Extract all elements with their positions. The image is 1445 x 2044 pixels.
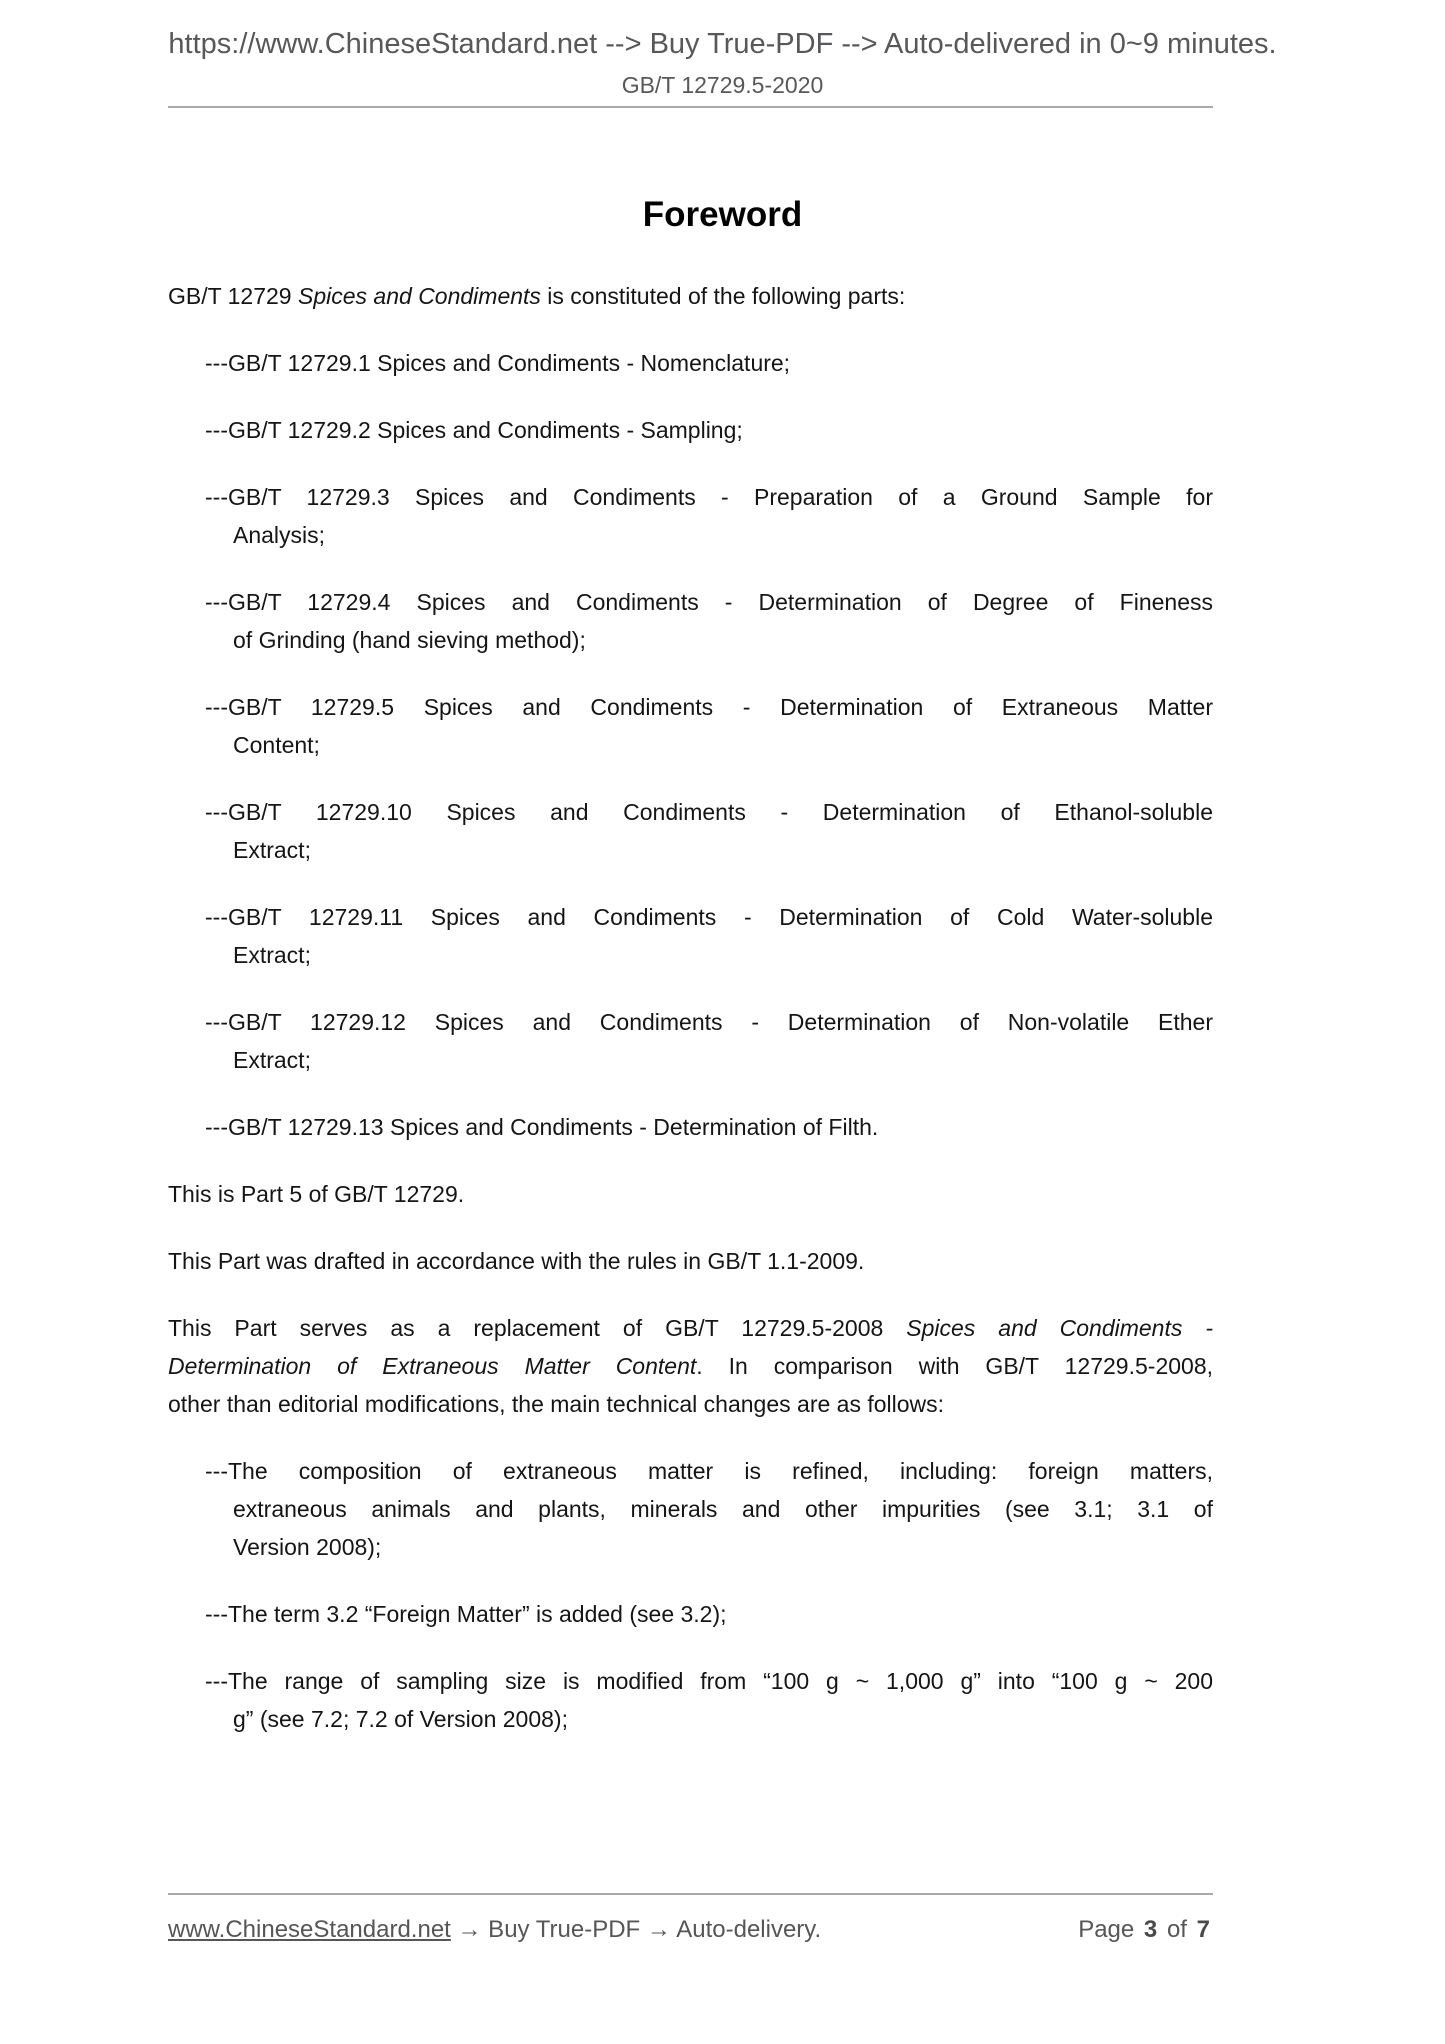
page-label: Page (1078, 1916, 1135, 1943)
text-line: Determination of Extraneous Matter Content. In comparison with GB/T 12729.5-2008, (168, 1353, 1213, 1379)
list-item (168, 1108, 1213, 1146)
list-item (168, 1452, 1213, 1566)
page-current: 3 (1143, 1916, 1158, 1943)
document-body (168, 277, 1213, 1767)
text-line: ---GB/T 12729.11 Spices and Condiments - Determination of Cold Water-soluble (205, 904, 1213, 930)
paragraph (168, 1175, 1213, 1213)
page-total: 7 (1196, 1916, 1210, 1943)
list-item (168, 1662, 1213, 1738)
text-line: Content; (233, 732, 320, 758)
text-line: This Part was drafted in accordance with the rules in GB/T 1.1-2009. (168, 1248, 865, 1274)
list-item (168, 344, 1213, 382)
text-line: ---GB/T 12729.1 Spices and Condiments - Nomenclature; (205, 350, 791, 376)
list-item (168, 688, 1213, 764)
text-line: ---GB/T 12729.10 Spices and Condiments - Determination of Ethanol-soluble (205, 799, 1213, 825)
list-item (168, 793, 1213, 869)
list-item (168, 478, 1213, 554)
footer-divider (168, 1893, 1213, 1895)
page-number (168, 1916, 1213, 1944)
list-item (168, 583, 1213, 659)
text-line: ---GB/T 12729.2 Spices and Condiments - Sampling; (205, 417, 743, 443)
paragraph (168, 1309, 1213, 1423)
text-line: ---The range of sampling size is modified from “100 g ~ 1,000 g” into “100 g ~ 200 (205, 1668, 1213, 1694)
list-item (168, 1595, 1213, 1633)
text-line: Extract; (233, 1047, 311, 1073)
header-doc-number: GB/T 12729.5-2020 (621, 72, 824, 98)
list-item (168, 1003, 1213, 1079)
paragraph (168, 277, 1213, 315)
header-note: https://www.ChineseStandard.net --> Buy True-PDF --> Auto-delivered in 0~9 minutes. (168, 28, 1277, 60)
page-title: Foreword (642, 195, 803, 234)
text-line: ---GB/T 12729.13 Spices and Condiments - Determination of Filth. (205, 1114, 879, 1140)
text-line: Extract; (233, 837, 311, 863)
paragraph (168, 1242, 1213, 1280)
header-divider (168, 106, 1213, 108)
text-line: g” (see 7.2; 7.2 of Version 2008); (233, 1706, 568, 1732)
text-line: ---GB/T 12729.4 Spices and Condiments - Determination of Degree of Fineness (205, 589, 1213, 615)
text-line: ---The term 3.2 “Foreign Matter” is added (see 3.2); (205, 1601, 727, 1627)
list-item (168, 898, 1213, 974)
text-line: of Grinding (hand sieving method); (233, 627, 586, 653)
text-line: This Part serves as a replacement of GB/T 12729.5-2008 Spices and Condiments - (168, 1315, 1214, 1341)
text-line: other than editorial modifications, the main technical changes are as follows: (168, 1391, 945, 1417)
footer-note-tail: → Buy True-PDF → Auto-delivery. (450, 1916, 822, 1943)
text-line: ---The composition of extraneous matter is refined, including: foreign matters, (205, 1458, 1213, 1484)
page-of-label: of (1166, 1916, 1187, 1943)
text-line: ---GB/T 12729.3 Spices and Condiments - Preparation of a Ground Sample for (205, 484, 1213, 510)
text-line: Version 2008); (233, 1534, 382, 1560)
text-line: Extract; (233, 942, 311, 968)
list-item (168, 411, 1213, 449)
text-line: ---GB/T 12729.5 Spices and Condiments - Determination of Extraneous Matter (205, 694, 1213, 720)
text-line: This is Part 5 of GB/T 12729. (168, 1181, 465, 1207)
text-line: GB/T 12729 Spices and Condiments is constituted of the following parts: (168, 283, 906, 309)
text-line: extraneous animals and plants, minerals and other impurities (see 3.1; 3.1 of (233, 1496, 1213, 1522)
footer-site-link[interactable]: www.ChineseStandard.net (168, 1916, 451, 1943)
text-line: Analysis; (233, 522, 326, 548)
text-line: ---GB/T 12729.12 Spices and Condiments - Determination of Non-volatile Ether (205, 1009, 1213, 1035)
